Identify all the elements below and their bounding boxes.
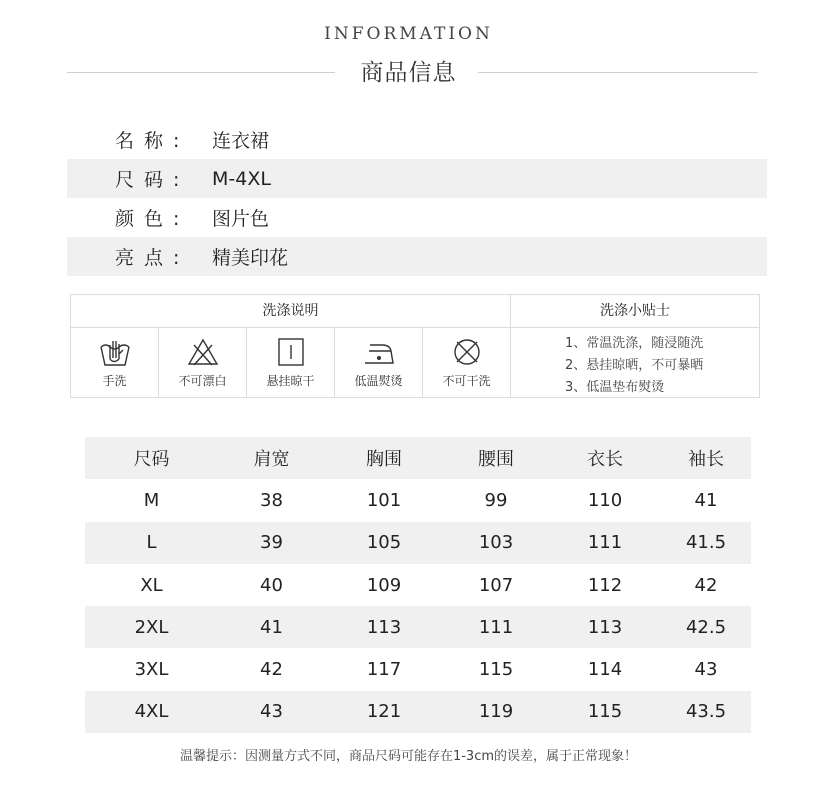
- size-cell: 43.5: [685, 701, 727, 723]
- size-header-cell: 袖长: [688, 449, 724, 471]
- wash-icon-cell: [247, 328, 335, 397]
- size-table-row: [85, 648, 751, 690]
- size-cell: L: [146, 532, 157, 554]
- size-cell: 40: [260, 574, 283, 596]
- info-value: 图片色: [212, 208, 270, 230]
- wash-tip: 3、低温垫布熨烫: [565, 380, 665, 395]
- size-cell: 42.5: [685, 616, 727, 638]
- size-cell: 99: [484, 489, 508, 511]
- info-value: M-4XL: [212, 167, 271, 190]
- wash-icon-cell: [335, 328, 423, 397]
- size-cell: 112: [587, 574, 623, 596]
- info-label: 尺码:: [115, 169, 190, 191]
- measurement-note: 温馨提示：因测量方式不同，商品尺码可能存在1-3cm的误差，属于正常现象！: [179, 749, 638, 764]
- info-value: 连衣裙: [212, 130, 270, 152]
- wash-tips-list: [511, 328, 759, 399]
- info-row-size: [67, 159, 767, 198]
- size-cell: 113: [587, 616, 623, 638]
- size-cell: 111: [478, 616, 514, 638]
- info-row-highlight: [67, 237, 767, 276]
- wash-tip: 2、悬挂晾晒，不可暴晒: [565, 358, 704, 373]
- size-cell: 121: [366, 701, 402, 723]
- size-table-row: [85, 606, 751, 648]
- wash-icon-cell: [423, 328, 510, 397]
- wash-icon-label: 低温熨烫: [354, 374, 403, 388]
- size-cell: 41: [260, 616, 283, 638]
- wash-icon-label: 不可干洗: [442, 374, 491, 388]
- size-cell: 43: [260, 701, 283, 723]
- wash-icon-cell: [71, 328, 159, 397]
- size-header-cell: 腰围: [478, 449, 514, 471]
- wash-tips: [511, 295, 759, 397]
- no-dry-clean-icon: [450, 337, 484, 367]
- size-table-row: [85, 564, 751, 606]
- wash-tip: 1、常温洗涤，随浸随洗: [565, 336, 704, 351]
- size-cell: 4XL: [134, 701, 169, 723]
- size-cell: 41: [694, 489, 718, 511]
- size-cell: 42: [694, 574, 718, 596]
- size-cell: 2XL: [134, 616, 169, 638]
- size-cell: 43: [694, 659, 718, 681]
- header-title-en: INFORMATION: [324, 24, 493, 44]
- size-table-row: [85, 479, 751, 521]
- wash-tips-title: 洗涤小贴士: [511, 295, 759, 328]
- wash-instructions: [71, 295, 511, 397]
- size-cell: XL: [140, 574, 163, 596]
- size-cell: 115: [478, 659, 514, 681]
- product-info: [67, 120, 767, 276]
- size-cell: 42: [260, 659, 283, 681]
- size-header-cell: 衣长: [587, 449, 623, 471]
- no-bleach-icon: [186, 337, 220, 367]
- info-value: 精美印花: [212, 247, 289, 269]
- wash-icons: [71, 328, 510, 397]
- size-cell: 117: [366, 659, 402, 681]
- size-table-row: [85, 522, 751, 564]
- hang-dry-icon: [274, 337, 308, 367]
- info-label: 亮点:: [115, 247, 190, 269]
- size-header-cell: 胸围: [366, 449, 402, 471]
- size-cell: 38: [260, 489, 283, 511]
- size-cell: 115: [587, 701, 623, 723]
- size-cell: M: [143, 489, 160, 511]
- size-cell: 114: [587, 659, 623, 681]
- wash-instructions-box: [70, 294, 760, 398]
- size-cell: 41.5: [685, 532, 727, 554]
- size-cell: 39: [260, 532, 283, 554]
- size-table: [85, 437, 751, 733]
- size-cell: 111: [587, 532, 623, 554]
- wash-icon-label: 手洗: [102, 374, 127, 388]
- size-cell: 103: [478, 532, 514, 554]
- size-cell: 101: [366, 489, 402, 511]
- size-header-cell: 尺码: [133, 449, 170, 471]
- size-cell: 110: [587, 489, 623, 511]
- header-title-cn: 商品信息: [360, 60, 457, 86]
- low-iron-icon: [362, 337, 396, 367]
- info-row-color: [67, 198, 767, 237]
- size-cell: 105: [366, 532, 402, 554]
- hand-wash-icon: [98, 337, 132, 367]
- size-table-header: [85, 437, 751, 479]
- size-cell: 3XL: [134, 659, 169, 681]
- size-cell: 107: [478, 574, 514, 596]
- size-header-cell: 肩宽: [253, 449, 290, 471]
- size-cell: 109: [366, 574, 402, 596]
- size-cell: 119: [478, 701, 514, 723]
- wash-title: 洗涤说明: [71, 295, 510, 328]
- info-label: 名称:: [115, 130, 190, 152]
- wash-icon-label: 不可漂白: [178, 374, 227, 388]
- wash-icon-cell: [159, 328, 247, 397]
- wash-icon-label: 悬挂晾干: [266, 374, 315, 388]
- size-cell: 113: [366, 616, 402, 638]
- info-row-name: [67, 120, 767, 159]
- size-table-row: [85, 691, 751, 733]
- info-label: 颜色:: [115, 208, 190, 230]
- header-divider-right: [478, 72, 758, 73]
